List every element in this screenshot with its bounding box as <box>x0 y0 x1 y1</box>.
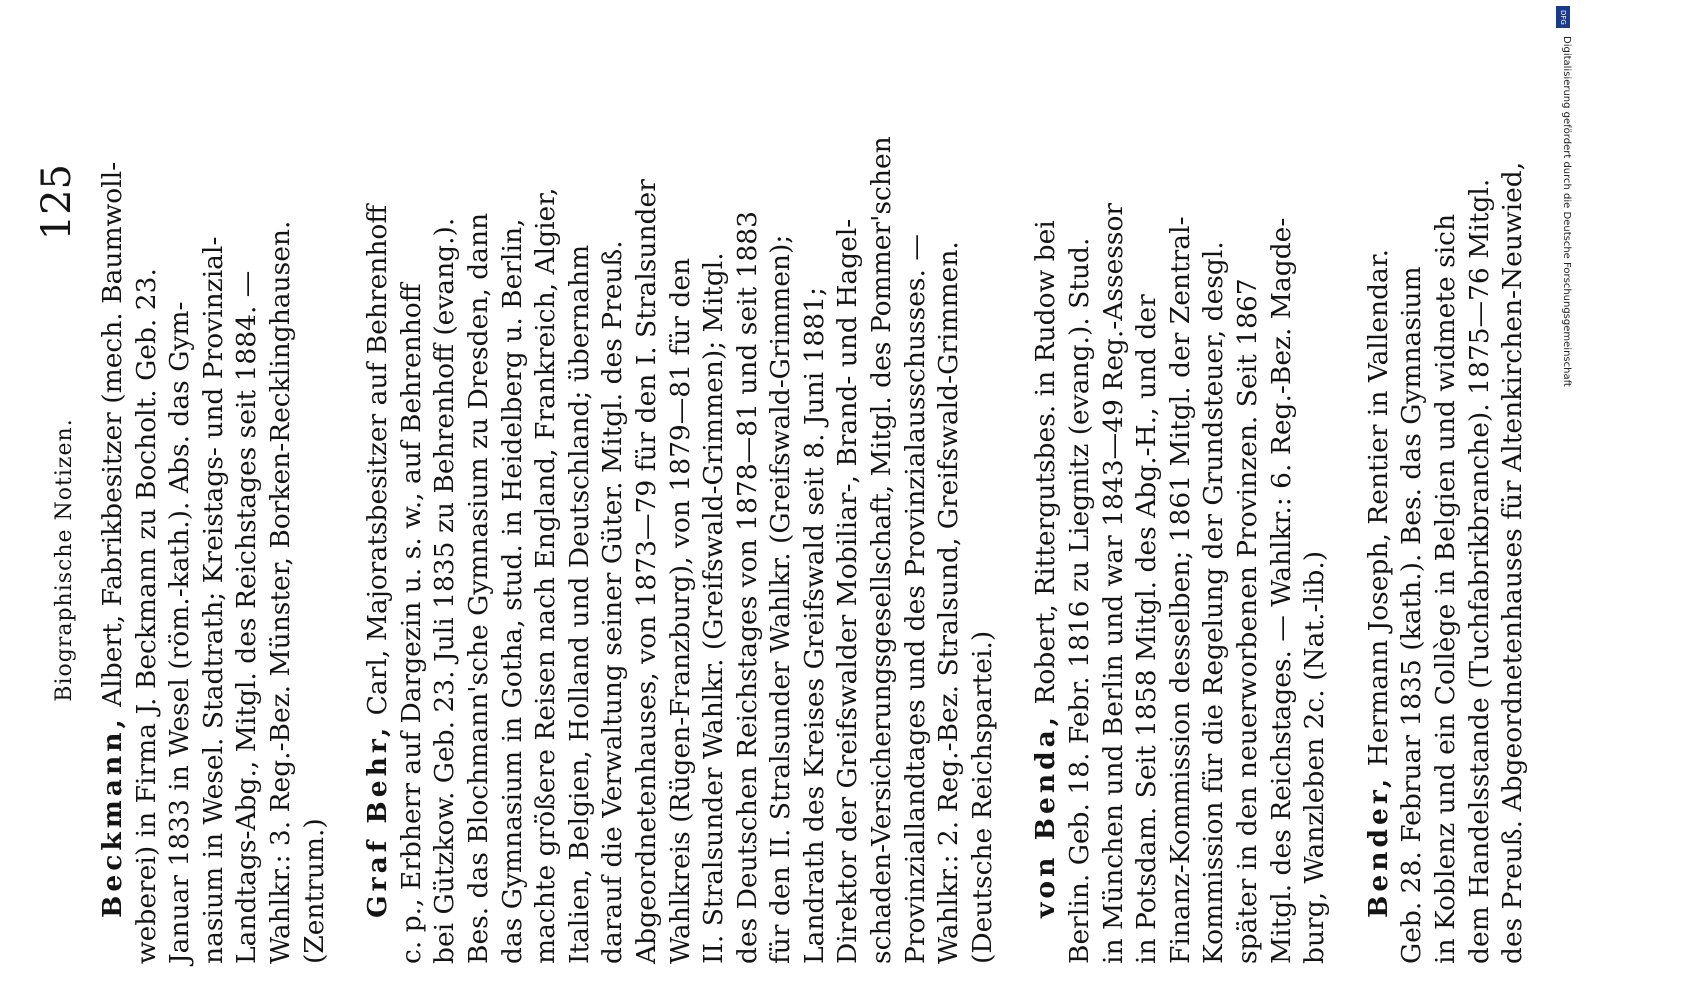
entry-name: von Benda, <box>1030 712 1062 918</box>
entry-name: Bender, <box>1362 774 1394 918</box>
entry-name: Graf Behr, <box>362 723 394 918</box>
entry-line: Italien, Belgien, Holland und Deutschland; übernahm <box>563 244 595 964</box>
entry-line: später in den neuerworbenen Provinzen. Seit 1867 <box>1232 278 1263 964</box>
entry-line: dem Handelsstande (Tuchfabrikbranche). 1875—76 Mitgl. <box>1463 178 1495 964</box>
entry-name: Beckmann, <box>97 715 128 918</box>
entry-line: (Zentrum.) <box>298 818 330 964</box>
entry-line: das Gymnasium in Gotha, stud. in Heidelberg u. Berlin, <box>496 218 528 964</box>
entry-line: Mitgl. des Reichstages. — Wahlkr.: 6. Reg.-Bez. Magde- <box>1265 217 1297 964</box>
entry-line: weberei) in Firma J. Beckmann zu Bocholt. Geb. 23. <box>130 268 162 964</box>
entry-first-line: von Benda, Robert, Rittergutsbes. in Rudow bei <box>1030 220 1062 918</box>
page-number: 125 <box>34 164 80 241</box>
entry-line: schaden-Versicherungsgesellschaft, Mitgl. des Pommer'schen <box>866 136 898 964</box>
entry-line: Wahlkr.: 3. Reg.-Bez. Münster, Borken-Recklinghausen. <box>264 220 296 964</box>
entry-line: Finanz-Kommission desselben; 1861 Mitgl. der Zentral- <box>1164 216 1196 964</box>
entry-line: für den II. Stralsunder Wahlkr. (Greifswald-Grimmen); <box>765 234 797 964</box>
book-page <box>0 120 1529 1000</box>
entry-line: Direktor der Greifswalder Mobiliar-, Brand- und Hagel- <box>832 218 864 964</box>
entry-line: des Preuß. Abgeordnetenhauses für Altenkirchen-Neuwied, <box>1497 161 1529 964</box>
entry-line: Provinziallandtages und des Provinzialausschusses. — <box>899 234 931 964</box>
entry-line: in München und Berlin und war 1843—49 Reg.-Assessor <box>1097 202 1129 964</box>
scan-credit <box>1556 36 1572 387</box>
entry-line: nasium in Wesel. Stadtrath; Kreistags- und Provinzial- <box>197 236 229 964</box>
entry-line: c. p., Erbherr auf Dargezin u. s. w., auf Behrenhoff <box>395 283 427 964</box>
entry-line: (Deutsche Reichspartei.) <box>966 630 998 964</box>
scan-credit-text: Digitalisierung gefördert durch die Deutsche Forschungsgemeinschaft <box>1561 36 1572 387</box>
entry-first-line: Bender, Hermann Joseph, Rentier in Vallendar. <box>1362 248 1394 918</box>
entry-line: Wahlkr.: 2. Reg.-Bez. Stralsund, Greifswald-Grimmen. <box>933 241 965 964</box>
entry-first-line: Beckmann, Albert, Fabrikbesitzer (mech. Baumwoll- <box>97 161 128 918</box>
entry-line: Landtags-Abg., Mitgl. des Reichstages seit 1884. — <box>231 270 263 964</box>
entry-line: Abgeordnetenhauses, von 1873—79 für den I. Stralsunder <box>630 179 662 964</box>
biography-entry-behr <box>361 136 999 964</box>
biography-entry-benda <box>1029 156 1331 964</box>
entry-line: Wahlkreis (Rügen-Franzburg), von 1879—81 für den <box>664 257 696 964</box>
dfg-logo: DFG <box>1556 6 1570 28</box>
entry-line: Januar 1833 in Wesel (röm.-kath.). Abs. das Gym- <box>164 301 196 964</box>
entry-line: Berlin. Geb. 18. Febr. 1816 zu Liegnitz (evang.). Stud. <box>1064 237 1096 964</box>
biography-entry-bender <box>1362 156 1530 964</box>
entry-line: Landrath des Kreises Greifswald seit 8. Juni 1881; <box>798 287 830 964</box>
entry-line: darauf die Verwaltung seiner Güter. Mitgl. des Preuß. <box>597 240 629 964</box>
entry-line: in Koblenz und ein Collège in Belgien und widmete sich <box>1429 213 1461 964</box>
entry-line: machte größere Reisen nach England, Frankreich, Algier, <box>530 187 562 964</box>
running-title: Biographische Notizen. <box>52 418 77 702</box>
entry-line: Geb. 28. Februar 1835 (kath.). Bes. das Gymnasium <box>1396 266 1428 964</box>
entry-line: bei Gützkow. Geb. 23. Juli 1835 zu Behrenhoff (evang.). <box>429 217 461 964</box>
entry-line: in Potsdam. Seit 1858 Mitgl. des Abg.-H., und der <box>1131 294 1163 964</box>
entry-line: II. Stralsunder Wahlkr. (Greifswald-Grimmen); Mitgl. <box>698 252 730 964</box>
biography-entry-beckmann <box>96 156 331 964</box>
running-head <box>30 156 96 964</box>
entry-line: burg, Wanzleben 2c. (Nat.-lib.) <box>1299 550 1331 964</box>
entry-first-line: Graf Behr, Carl, Majoratsbesitzer auf Behrenhoff <box>362 204 394 918</box>
entry-line: des Deutschen Reichstages von 1878—81 und seit 1883 <box>731 210 763 964</box>
entry-line: Bes. das Blochmann'sche Gymnasium zu Dresden, dann <box>462 212 494 964</box>
entry-line: Kommission für die Regelung der Grundsteuer, desgl. <box>1198 241 1230 964</box>
